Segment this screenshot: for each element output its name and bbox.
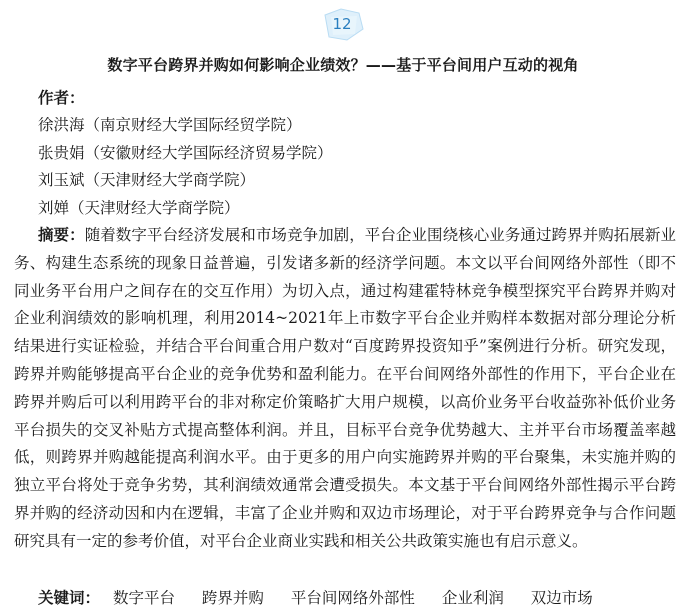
abstract-text: 随着数字平台经济发展和市场竞争加剧，平台企业围绕核心业务通过跨界并购拓展新业务、构建生态系统的现象日益普遍，引发诸多新的经济学问题。本文以平台间网络外部性（即不同业务平台用户之间存在的交互作用）为切入点，通过构建霍特林竞争模型探究平台跨界并购对企业利润绩效的影响机理，利用2014~2021年上市数字平台企业并购样本数据对部分理论分析结果进行实证检验，并结合平台间重合用户数对“百度跨界投资知乎”案例进行分析。研究发现，跨界并购能够提高平台企业的竞争优势和盈利能力。在平台间网络外部性的作用下，平台企业在跨界并购后可以利用跨平台的非对称定价策略扩大用户规模，以高价业务平台收益弥补低价业务平台损失的交叉补贴方式提高整体利润。并且，目标平台竞争优势越大、主并平台市场覆盖率越低，则跨界并购越能提高利润水平。由于更多的用户向实施跨界并购的平台聚集，未实施并购的独立平台将处于竞争劣势，其利润绩效通常会遭受损失。本文基于平台间网络外部性揭示平台跨界并购的经济动因和内在逻辑，丰富了企业并购和双边市场理论，对于平台跨界竞争与合作问题研究具有一定的参考价值，对平台企业商业实践和相关公共政策实施也有启示意义。 <box>14 226 676 550</box>
keywords-label: 关键词： <box>38 589 101 607</box>
abstract <box>14 222 676 556</box>
authors-label: 作者： <box>38 89 85 107</box>
keywords <box>38 586 615 608</box>
abstract-label: 摘要： <box>38 226 85 244</box>
keyword-5: 双边市场 <box>530 589 593 607</box>
keyword-2: 跨界并购 <box>201 589 264 607</box>
keyword-4: 企业利润 <box>441 589 504 607</box>
keyword-1: 数字平台 <box>112 589 175 607</box>
keyword-3: 平台间网络外部性 <box>290 589 415 607</box>
author-4: 刘婵（天津财经大学商学院） <box>38 199 240 217</box>
author-1: 徐洪海（南京财经大学国际经贸学院） <box>38 116 302 134</box>
page-number-badge <box>317 7 367 43</box>
author-3: 刘玉斌（天津财经大学商学院） <box>38 171 256 189</box>
author-2: 张贵娟（安徽财经大学国际经济贸易学院） <box>38 144 333 162</box>
page-title: 数字平台跨界并购如何影响企业绩效？——基于平台间用户互动的视角 <box>107 56 579 74</box>
page-number: 12 <box>332 15 352 33</box>
